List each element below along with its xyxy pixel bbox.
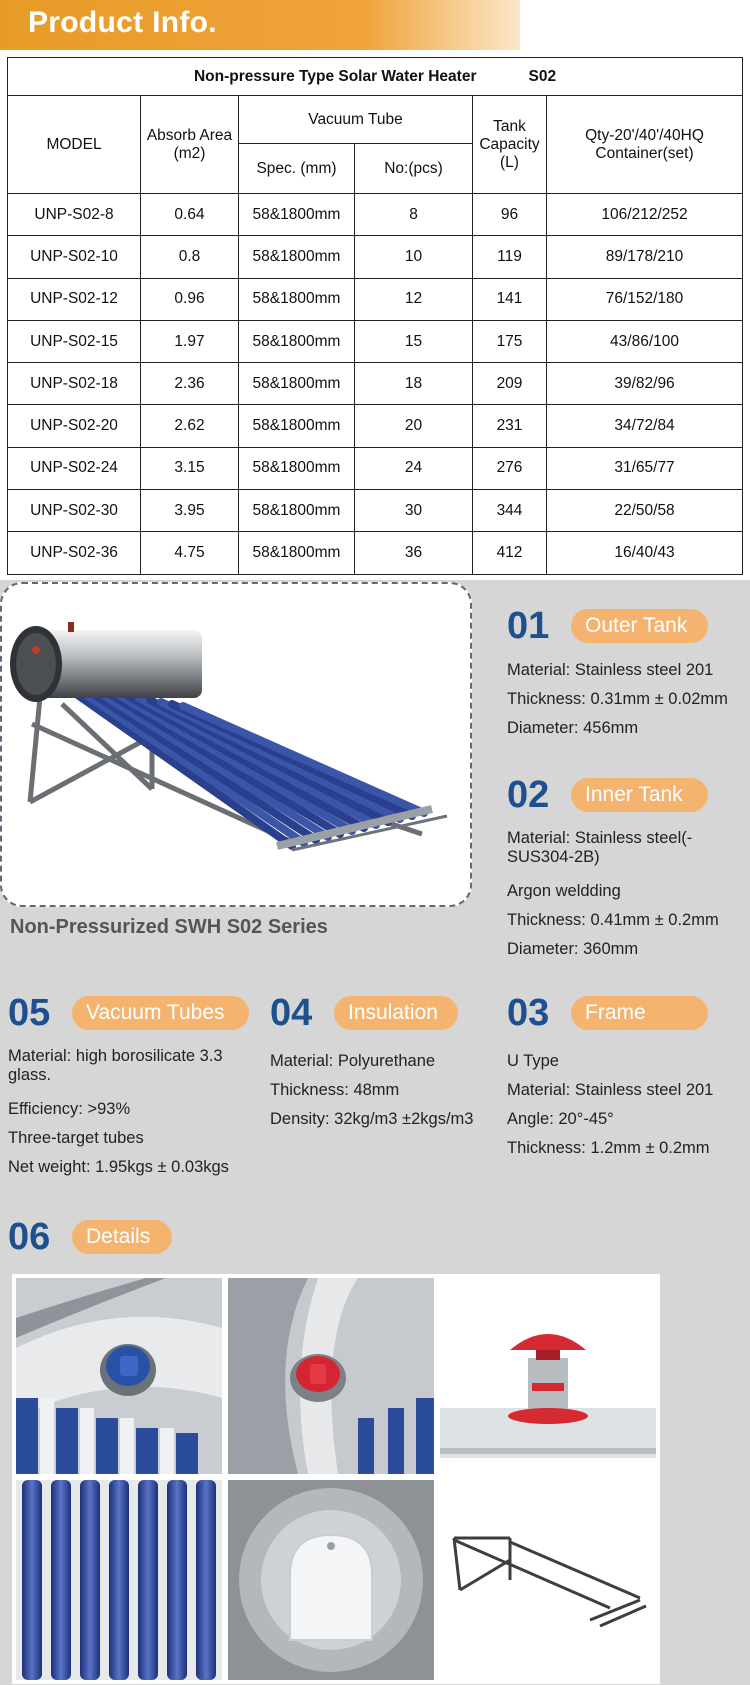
cell-container-qty: 39/82/96 <box>547 363 743 405</box>
feature-number: 05 <box>8 992 51 1034</box>
cell-tank-capacity: 344 <box>473 490 547 532</box>
table-title <box>8 58 743 96</box>
cell-tank-capacity: 175 <box>473 320 547 362</box>
feature-line: Material: Stainless steel 201 <box>507 661 714 679</box>
cell-tank-capacity: 141 <box>473 278 547 320</box>
cell-spec: 58&1800mm <box>239 532 355 574</box>
feature-number: 04 <box>270 992 313 1034</box>
header-vacuum-tube: Vacuum Tube <box>239 96 473 144</box>
banner-title: Product Info. <box>28 6 217 39</box>
table-row <box>8 194 743 236</box>
cell-absorb-area: 2.62 <box>141 405 239 447</box>
cell-spec: 58&1800mm <box>239 490 355 532</box>
detail-vent-cap-photo <box>440 1278 656 1474</box>
feature-line: Diameter: 456mm <box>507 719 639 737</box>
header-tank-capacity: Tank Capacity (L) <box>473 96 547 194</box>
spec-table <box>7 57 743 575</box>
header-absorb-area: Absorb Area (m2) <box>141 96 239 194</box>
cell-spec: 58&1800mm <box>239 320 355 362</box>
feature-label-pill: Vacuum Tubes <box>72 996 249 1030</box>
detail-red-plug-photo <box>228 1278 434 1474</box>
feature-label-pill: Inner Tank <box>571 778 708 812</box>
table-row <box>8 278 743 320</box>
cell-tube-count: 12 <box>355 278 473 320</box>
cell-container-qty: 16/40/43 <box>547 532 743 574</box>
cell-model: UNP-S02-20 <box>8 405 141 447</box>
cell-absorb-area: 4.75 <box>141 532 239 574</box>
cell-tube-count: 15 <box>355 320 473 362</box>
detail-blue-plug-photo <box>16 1278 222 1474</box>
cell-tube-count: 30 <box>355 490 473 532</box>
table-title-row <box>8 58 743 96</box>
feature-line: Thickness: 0.41mm ± 0.2mm <box>507 911 719 929</box>
cell-container-qty: 34/72/84 <box>547 405 743 447</box>
details-photo-grid <box>12 1274 660 1684</box>
table-row <box>8 320 743 362</box>
feature-line: Argon weldding <box>507 882 621 900</box>
table-row <box>8 405 743 447</box>
cell-absorb-area: 2.36 <box>141 363 239 405</box>
detail-end-cap-photo <box>228 1480 434 1680</box>
cell-absorb-area: 0.96 <box>141 278 239 320</box>
cell-absorb-area: 1.97 <box>141 320 239 362</box>
feature-line: Efficiency: >93% <box>8 1100 131 1118</box>
cell-container-qty: 106/212/252 <box>547 194 743 236</box>
table-header-row <box>8 96 743 144</box>
feature-line: Thickness: 1.2mm ± 0.2mm <box>507 1139 710 1157</box>
cell-container-qty: 43/86/100 <box>547 320 743 362</box>
feature-number: 01 <box>507 605 550 647</box>
cell-spec: 58&1800mm <box>239 405 355 447</box>
cell-tube-count: 20 <box>355 405 473 447</box>
cell-spec: 58&1800mm <box>239 447 355 489</box>
table-row <box>8 490 743 532</box>
feature-line: Material: Stainless steel(-SUS304-2B) <box>507 829 693 866</box>
cell-container-qty: 22/50/58 <box>547 490 743 532</box>
table-row <box>8 447 743 489</box>
feature-line: Thickness: 0.31mm ± 0.02mm <box>507 690 728 708</box>
table-model-code: S02 <box>528 67 557 85</box>
cell-model: UNP-S02-15 <box>8 320 141 362</box>
cell-tube-count: 24 <box>355 447 473 489</box>
feature-number: 03 <box>507 992 550 1034</box>
cell-tank-capacity: 231 <box>473 405 547 447</box>
cell-tank-capacity: 119 <box>473 236 547 278</box>
feature-line: U Type <box>507 1052 559 1070</box>
feature-line: Thickness: 48mm <box>270 1081 400 1099</box>
cell-model: UNP-S02-36 <box>8 532 141 574</box>
cell-tank-capacity: 96 <box>473 194 547 236</box>
feature-line: Material: high borosilicate 3.3 glass. <box>8 1047 223 1084</box>
cell-model: UNP-S02-8 <box>8 194 141 236</box>
cell-absorb-area: 0.8 <box>141 236 239 278</box>
detail-frame-photo <box>440 1480 656 1680</box>
cell-spec: 58&1800mm <box>239 363 355 405</box>
cell-tube-count: 10 <box>355 236 473 278</box>
header-spec: Spec. (mm) <box>239 144 355 194</box>
cell-tube-count: 8 <box>355 194 473 236</box>
feature-line: Angle: 20°-45° <box>507 1110 614 1128</box>
cell-absorb-area: 0.64 <box>141 194 239 236</box>
feature-line: Material: Stainless steel 201 <box>507 1081 714 1099</box>
cell-container-qty: 76/152/180 <box>547 278 743 320</box>
feature-label-pill: Insulation <box>334 996 458 1030</box>
cell-model: UNP-S02-24 <box>8 447 141 489</box>
cell-tube-count: 18 <box>355 363 473 405</box>
feature-line: Diameter: 360mm <box>507 940 639 958</box>
solar-heater-illustration <box>2 584 470 905</box>
feature-line: Net weight: 1.95kgs ± 0.03kgs <box>8 1158 229 1176</box>
cell-tank-capacity: 412 <box>473 532 547 574</box>
table-row <box>8 532 743 574</box>
table-title-text: Non-pressure Type Solar Water Heater <box>193 67 477 85</box>
cell-model: UNP-S02-12 <box>8 278 141 320</box>
cell-absorb-area: 3.15 <box>141 447 239 489</box>
cell-model: UNP-S02-10 <box>8 236 141 278</box>
cell-tube-count: 36 <box>355 532 473 574</box>
cell-model: UNP-S02-18 <box>8 363 141 405</box>
table-row <box>8 363 743 405</box>
feature-label-pill: Details <box>72 1220 172 1254</box>
header-no: No:(pcs) <box>355 144 473 194</box>
header-model: MODEL <box>8 96 141 194</box>
cell-container-qty: 31/65/77 <box>547 447 743 489</box>
feature-label-pill: Outer Tank <box>571 609 708 643</box>
cell-spec: 58&1800mm <box>239 278 355 320</box>
feature-number: 06 <box>8 1216 51 1258</box>
cell-model: UNP-S02-30 <box>8 490 141 532</box>
feature-label-pill: Frame <box>571 996 708 1030</box>
feature-line: Three-target tubes <box>8 1129 144 1147</box>
cell-tank-capacity: 276 <box>473 447 547 489</box>
header-banner <box>0 0 520 50</box>
feature-number: 02 <box>507 774 550 816</box>
series-caption: Non-Pressurized SWH S02 Series <box>10 916 328 938</box>
feature-line: Density: 32kg/m3 ±2kgs/m3 <box>270 1110 474 1128</box>
product-photo <box>0 582 472 907</box>
cell-spec: 58&1800mm <box>239 194 355 236</box>
table-row <box>8 236 743 278</box>
cell-spec: 58&1800mm <box>239 236 355 278</box>
feature-line: Material: Polyurethane <box>270 1052 436 1070</box>
header-qty: Qty-20'/40'/40HQ Container(set) <box>547 96 743 194</box>
cell-absorb-area: 3.95 <box>141 490 239 532</box>
cell-container-qty: 89/178/210 <box>547 236 743 278</box>
cell-tank-capacity: 209 <box>473 363 547 405</box>
detail-vacuum-tubes-photo <box>16 1480 222 1680</box>
